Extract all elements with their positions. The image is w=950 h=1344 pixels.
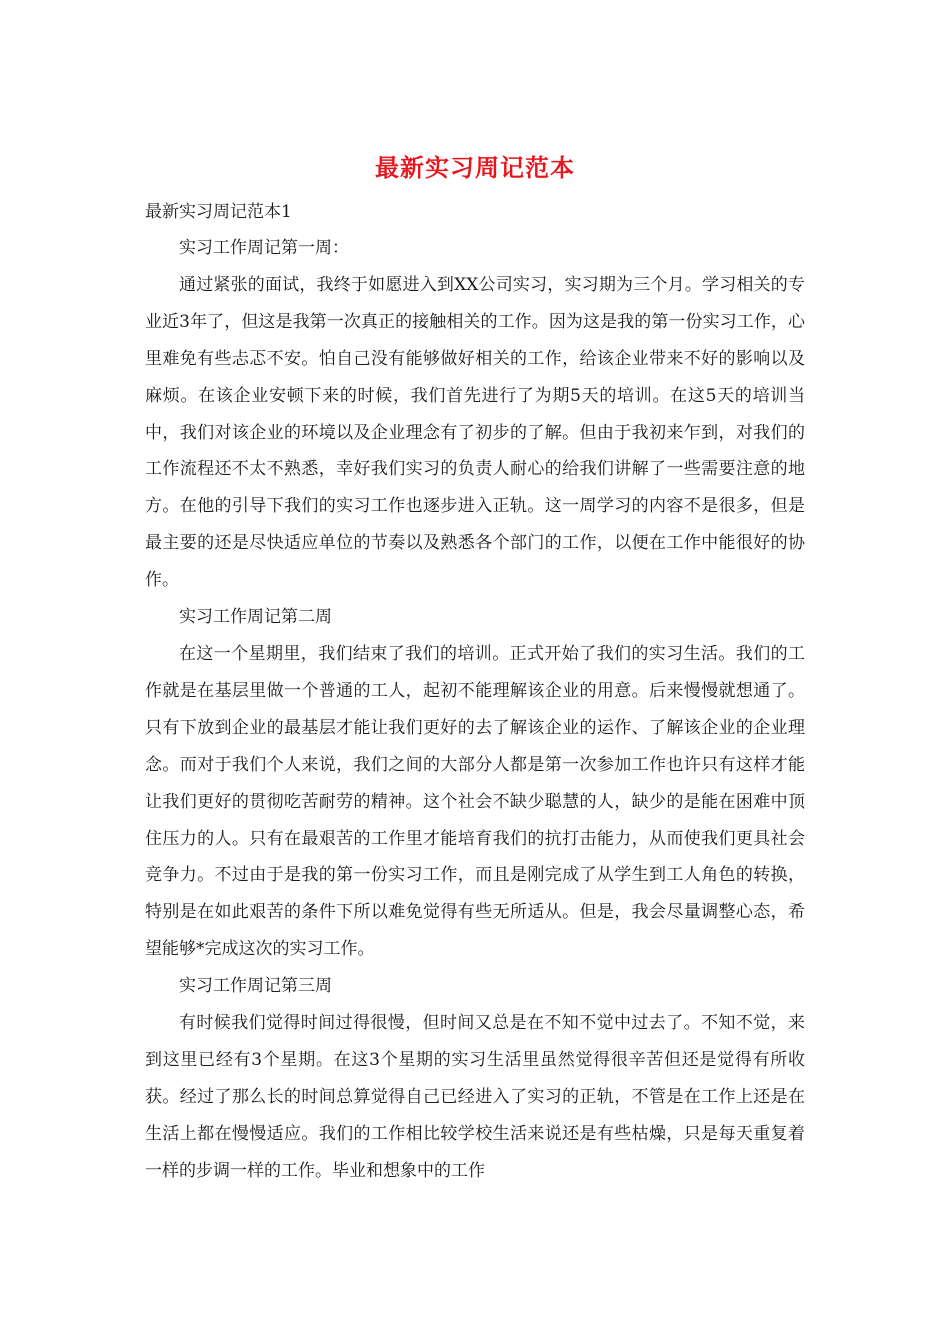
section-body-week-3: 有时候我们觉得时间过得很慢，但时间又总是在不知不觉中过去了。不知不觉，来到这里已经有3个星期。在这3个星期的实习生活里虽然觉得很辛苦但还是觉得有所收获。经过了那么长的时间总算觉得自己已经进入了实习的正轨，不管是在工作上还是在生活上都在慢慢适应。我们的工作相比较学校生活来说还是有些枯燥，只是每天重复着一样的步调一样的工作。毕业和想象中的工作 [145,1013,805,1181]
document-page [145,150,805,1190]
document-subtitle: 最新实习周记范本1 [145,202,292,222]
section-body-week-1: 通过紧张的面试，我终于如愿进入到XX公司实习，实习期为三个月。学习相关的专业近3年了，但这是我第一次真正的接触相关的工作。因为这是我的第一份实习工作，心里难免有些忐忑不安。怕自己没有能够做好相关的工作，给该企业带来不好的影响以及麻烦。在该企业安顿下来的时候，我们首先进行了为期5天的培训。在这5天的培训当中，我们对该企业的环境以及企业理念有了初步的了解。但由于我初来乍到，对我们的工作流程还不太不熟悉，幸好我们实习的负责人耐心的给我们讲解了一些需要注意的地方。在他的引导下我们的实习工作也逐步进入正轨。这一周学习的内容不是很多，但是最主要的还是尽快适应单位的节奏以及熟悉各个部门的工作，以便在工作中能很好的协作。 [145,274,805,591]
section-heading-week-2: 实习工作周记第二周 [179,607,332,628]
section-heading-week-3: 实习工作周记第三周 [179,976,332,997]
section-heading-week-1: 实习工作周记第一周： [179,238,349,258]
section-body-week-2: 在这一个星期里，我们结束了我们的培训。正式开始了我们的实习生活。我们的工作就是在基层里做一个普通的工人，起初不能理解该企业的用意。后来慢慢就想通了。只有下放到企业的最基层才能让我们更好的去了解该企业的运作、了解该企业的企业理念。而对于我们个人来说，我们之间的大部分人都是第一次参加工作也许只有这样才能让我们更好的贯彻吃苦耐劳的精神。这个社会不缺少聪慧的人，缺少的是能在困难中顶住压力的人。只有在最艰苦的工作里才能培育我们的抗打击能力，从而使我们更具社会竞争力。不过由于是我的第一份实习工作，而且是刚完成了从学生到工人角色的转换，特别是在如此艰苦的条件下所以难免觉得有些无所适从。但是，我会尽量调整心态，希望能够*完成这次的实习工作。 [145,643,805,960]
document-title: 最新实习周记范本 [375,153,575,182]
